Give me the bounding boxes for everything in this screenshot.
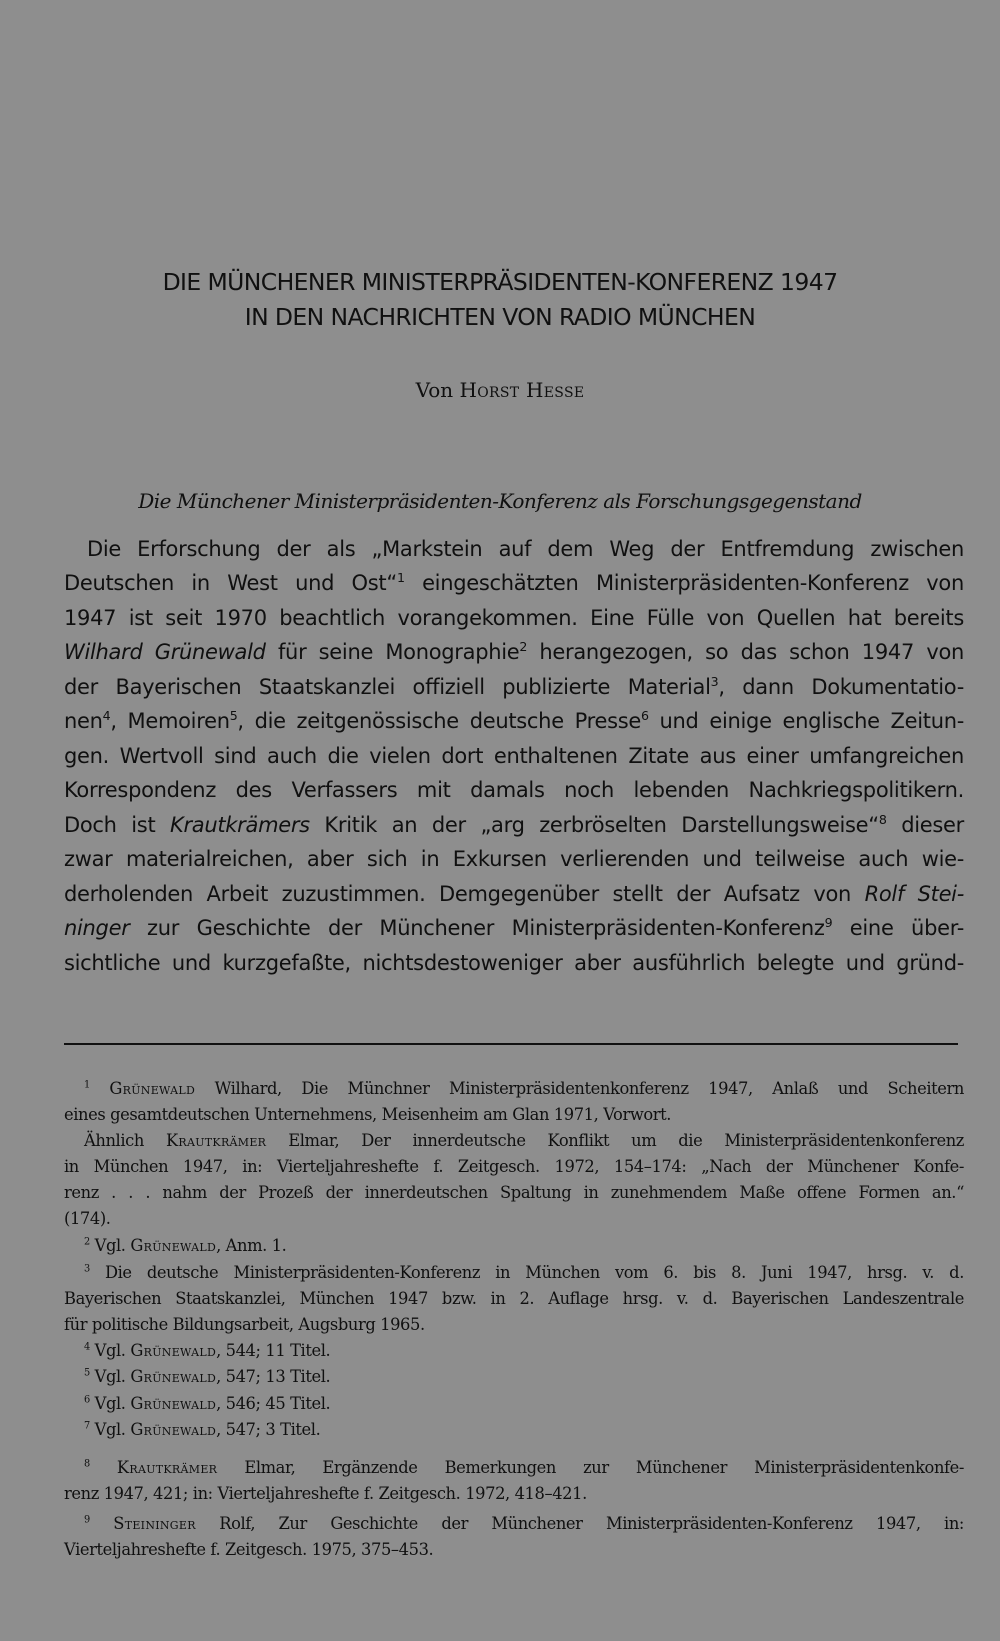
article-title	[60, 265, 940, 335]
footnote-line: Vierteljahreshefte f. Zeitgesch. 1975, 375–453.	[64, 1540, 434, 1559]
body-line: Korrespondenz des Verfassers mit damals noch lebenden Nachkriegspolitikern.	[64, 778, 964, 802]
footnote-ref: 2	[519, 639, 528, 654]
body-line: nen$^4$, Memoiren$^5$, die zeitgenössische deutsche Presse$^6$ und einige englische Zeitun-	[64, 708, 964, 733]
footnote-ref: 1	[396, 570, 405, 585]
footnote-line: für politische Bildungsarbeit, Augsburg 1965.	[64, 1315, 425, 1334]
footnote-4: $^4$ Vgl. Grünewald, 544; 11 Titel.	[84, 1341, 331, 1360]
footnote-ref: 4	[102, 708, 111, 723]
body-line: derholenden Arbeit zuzustimmen. Demgegenüber stellt der Aufsatz von Rolf Stei-	[64, 882, 964, 906]
title-line-1: DIE MÜNCHENER MINISTERPRÄSIDENTEN-KONFERENZ 1947	[162, 268, 838, 296]
body-line: sichtliche und kurzgefaßte, nichtsdestoweniger aber ausführlich belegte und gründ-	[64, 951, 964, 975]
footnote-ref: 9	[824, 915, 833, 930]
footnote-line: in München 1947, in: Vierteljahreshefte f. Zeitgesch. 1972, 154–174: „Nach der Münchener Konfe-	[64, 1157, 964, 1176]
body-line: Die Erforschung der als „Markstein auf dem Weg der Entfremdung zwischen	[87, 537, 964, 561]
footnote-line: Ähnlich Krautkrämer Elmar, Der innerdeutsche Konflikt um die Ministerpräsidentenkonferenz	[84, 1131, 964, 1150]
body-line: Wilhard Grünewald für seine Monographie$^2$ herangezogen, so das schon 1947 von	[64, 639, 965, 664]
section-heading: Die Münchener Ministerpräsidenten-Konferenz als Forschungsgegenstand	[138, 489, 862, 513]
body-line: 1947 ist seit 1970 beachtlich vorangekommen. Eine Fülle von Quellen hat bereits	[64, 606, 964, 630]
body-line: der Bayerischen Staatskanzlei offiziell publizierte Material$^3$, dann Dokumentatio-	[64, 674, 964, 699]
body-line: Deutschen in West und Ost“$^1$ eingeschätzten Ministerpräsidenten-Konferenz von	[64, 570, 964, 595]
footnote-2: $^2$ Vgl. Grünewald, Anm. 1.	[84, 1236, 287, 1255]
footnote-3: $^3$ Die deutsche Ministerpräsidenten-Konferenz in München vom 6. bis 8. Juni 1947, hrsg. v. d.	[84, 1263, 964, 1282]
footnote-line: (174).	[64, 1209, 111, 1228]
footnote-9: $^9$ Steininger Rolf, Zur Geschichte der Münchener Ministerpräsidenten-Konferenz 1947, in:	[84, 1514, 964, 1533]
author-prefix: Von	[415, 378, 454, 402]
footnote-ref: 6	[641, 708, 649, 723]
body-line: Doch ist Krautkrämers Kritik an der „arg zerbröselten Darstellungsweise“$^8$ dieser	[64, 812, 964, 837]
footnote-7: $^7$ Vgl. Grünewald, 547; 3 Titel.	[84, 1420, 321, 1439]
title-line-2: IN DEN NACHRICHTEN VON RADIO MÜNCHEN	[244, 303, 756, 331]
body-line: ninger zur Geschichte der Münchener Ministerpräsidenten-Konferenz$^9$ eine über-	[64, 915, 964, 940]
footnote-ref: 3	[710, 674, 719, 689]
footnote-ref: 8	[878, 812, 887, 827]
footnote-5: $^5$ Vgl. Grünewald, 547; 13 Titel.	[84, 1367, 331, 1386]
footnote-1: $^1$ Grünewald Wilhard, Die Münchner Ministerpräsidentenkonferenz 1947, Anlaß und Scheitern	[84, 1079, 964, 1098]
footnote-ref: 5	[229, 708, 238, 723]
footnote-line: renz 1947, 421; in: Vierteljahreshefte f. Zeitgesch. 1972, 418–421.	[64, 1484, 587, 1503]
footnote-6: $^6$ Vgl. Grünewald, 546; 45 Titel.	[84, 1394, 331, 1413]
footnote-line: renz . . . nahm der Prozeß der innerdeutschen Spaltung in zunehmendem Maße offene Formen an.“	[64, 1183, 964, 1202]
footnote-line: eines gesamtdeutschen Unternehmens, Meisenheim am Glan 1971, Vorwort.	[64, 1105, 672, 1124]
body-line: gen. Wertvoll sind auch die vielen dort enthaltenen Zitate aus einer umfangreichen	[64, 744, 964, 768]
footnote-separator	[64, 1043, 958, 1045]
author-line	[60, 376, 940, 404]
footnote-8: $^8$ Krautkrämer Elmar, Ergänzende Bemerkungen zur Münchener Ministerpräsidentenkonfe-	[84, 1458, 964, 1477]
body-line: zwar materialreichen, aber sich in Exkursen verlierenden und teilweise auch wie-	[64, 847, 964, 871]
author-name: Horst Hesse	[459, 378, 585, 402]
footnote-line: Bayerischen Staatskanzlei, München 1947 bzw. in 2. Auflage hrsg. v. d. Bayerischen Landeszentrale	[64, 1289, 964, 1308]
